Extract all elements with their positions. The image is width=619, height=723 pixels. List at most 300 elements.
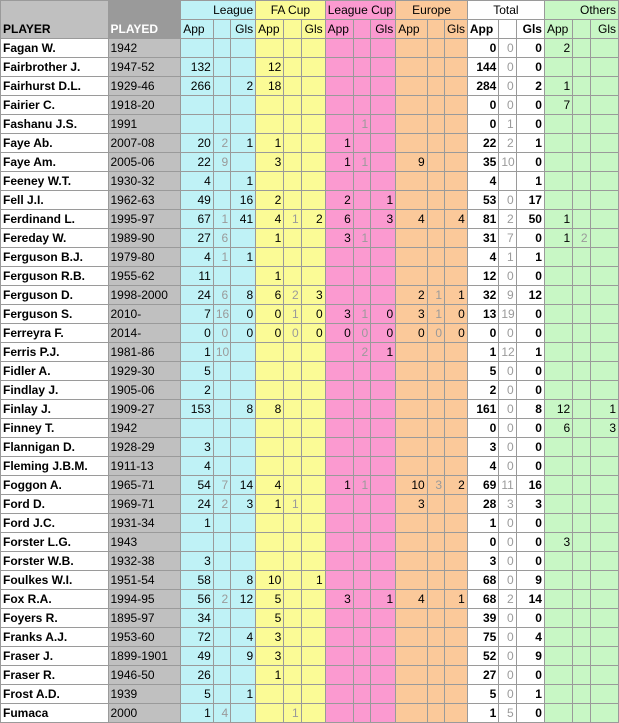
player-name: Fereday W. [1,229,109,248]
header-total-gls: Gls [516,20,544,39]
total-app-cell: 12 [467,267,498,286]
league-cup-sub-cell [353,609,370,628]
europe-gls-cell [445,39,468,58]
league-sub-cell [213,419,230,438]
fa-cup-sub-cell [284,39,301,58]
league-cup-app-cell [325,685,353,704]
league-cup-sub-cell [353,495,370,514]
others-sub-cell [573,96,590,115]
player-name: Fairbrother J. [1,58,109,77]
header-league-app: App [181,20,214,39]
fa-cup-sub-cell [284,552,301,571]
league-sub-cell [213,77,230,96]
europe-app-cell [396,134,427,153]
league-cup-gls-cell [371,666,396,685]
league-cup-sub-cell [353,248,370,267]
others-sub-cell [573,685,590,704]
others-gls-cell [590,609,618,628]
europe-app-cell [396,191,427,210]
fa-cup-app-cell [256,552,284,571]
others-sub-cell [573,134,590,153]
league-sub-cell: 2 [213,495,230,514]
league-cup-sub-cell: 1 [353,115,370,134]
others-gls-cell: 3 [590,419,618,438]
league-cup-sub-cell [353,590,370,609]
europe-app-cell [396,457,427,476]
total-sub-cell: 0 [499,609,516,628]
others-sub-cell [573,609,590,628]
total-gls-cell: 17 [516,191,544,210]
europe-app-cell [396,571,427,590]
europe-sub-cell [427,267,444,286]
europe-app-cell [396,248,427,267]
played-years: 2000 [108,704,181,723]
europe-gls-cell [445,134,468,153]
fa-cup-gls-cell [301,115,325,134]
league-gls-cell [231,267,256,286]
league-cup-gls-cell [371,457,396,476]
league-gls-cell: 2 [231,77,256,96]
others-app-cell [544,628,572,647]
others-app-cell [544,362,572,381]
league-sub-cell: 10 [213,343,230,362]
league-sub-cell [213,115,230,134]
league-cup-app-cell [325,343,353,362]
player-name: Feeney W.T. [1,172,109,191]
league-sub-cell [213,172,230,191]
others-app-cell [544,457,572,476]
league-sub-cell [213,400,230,419]
league-app-cell: 56 [181,590,214,609]
total-app-cell: 68 [467,590,498,609]
league-app-cell [181,39,214,58]
league-sub-cell [213,362,230,381]
table-row [1,172,619,191]
league-cup-gls-cell [371,514,396,533]
others-app-cell [544,438,572,457]
fa-cup-sub-cell [284,457,301,476]
fa-cup-app-cell [256,419,284,438]
others-sub-cell [573,267,590,286]
total-gls-cell: 0 [516,514,544,533]
fa-cup-gls-cell [301,419,325,438]
europe-sub-cell [427,39,444,58]
europe-app-cell: 0 [396,324,427,343]
table-row [1,438,619,457]
stats-body [1,39,619,723]
europe-sub-cell [427,229,444,248]
europe-sub-cell [427,666,444,685]
others-app-cell: 2 [544,39,572,58]
table-row [1,476,619,495]
fa-cup-gls-cell [301,514,325,533]
others-gls-cell [590,628,618,647]
played-years: 1943 [108,533,181,552]
europe-gls-cell [445,419,468,438]
league-cup-app-cell [325,58,353,77]
europe-gls-cell [445,172,468,191]
total-app-cell: 75 [467,628,498,647]
played-years: 1994-95 [108,590,181,609]
fa-cup-gls-cell [301,457,325,476]
fa-cup-app-cell: 10 [256,571,284,590]
fa-cup-app-cell [256,533,284,552]
player-name: Fumaca [1,704,109,723]
fa-cup-sub-cell: 1 [284,305,301,324]
total-sub-cell: 0 [499,58,516,77]
league-cup-gls-cell [371,115,396,134]
league-cup-app-cell [325,362,353,381]
league-cup-sub-cell [353,96,370,115]
league-app-cell: 58 [181,571,214,590]
europe-app-cell: 9 [396,153,427,172]
fa-cup-gls-cell [301,362,325,381]
europe-app-cell: 3 [396,495,427,514]
table-row [1,495,619,514]
europe-app-cell [396,704,427,723]
fa-cup-app-cell [256,685,284,704]
europe-sub-cell [427,248,444,267]
europe-sub-cell [427,533,444,552]
table-row [1,590,619,609]
others-sub-cell [573,305,590,324]
league-cup-app-cell [325,438,353,457]
league-sub-cell [213,514,230,533]
player-name: Ferguson R.B. [1,267,109,286]
europe-app-cell [396,96,427,115]
table-row [1,647,619,666]
others-app-cell [544,381,572,400]
others-gls-cell [590,191,618,210]
total-sub-cell: 0 [499,666,516,685]
played-years: 1930-32 [108,172,181,191]
league-app-cell: 266 [181,77,214,96]
league-cup-gls-cell [371,286,396,305]
fa-cup-gls-cell [301,381,325,400]
played-years: 1951-54 [108,571,181,590]
others-app-cell [544,514,572,533]
fa-cup-app-cell [256,362,284,381]
fa-cup-sub-cell [284,134,301,153]
league-cup-gls-cell [371,172,396,191]
league-app-cell: 1 [181,704,214,723]
header-total: Total [467,1,544,20]
fa-cup-sub-cell [284,381,301,400]
league-sub-cell [213,381,230,400]
europe-sub-cell [427,609,444,628]
table-row [1,248,619,267]
fa-cup-app-cell: 1 [256,134,284,153]
europe-app-cell [396,172,427,191]
league-cup-gls-cell: 0 [371,305,396,324]
played-years: 2010- [108,305,181,324]
header-league: League [181,1,256,20]
total-app-cell: 81 [467,210,498,229]
fa-cup-gls-cell [301,267,325,286]
league-sub-cell: 4 [213,704,230,723]
league-app-cell: 132 [181,58,214,77]
europe-app-cell [396,362,427,381]
header-eu-sub [427,20,444,39]
total-gls-cell: 0 [516,324,544,343]
europe-sub-cell [427,381,444,400]
others-app-cell: 1 [544,210,572,229]
header-eu-gls: Gls [445,20,468,39]
others-gls-cell: 1 [590,400,618,419]
others-sub-cell [573,115,590,134]
league-app-cell: 11 [181,267,214,286]
fa-cup-app-cell [256,248,284,267]
header-player: PLAYER [1,1,109,39]
league-cup-app-cell [325,571,353,590]
league-cup-gls-cell [371,647,396,666]
league-cup-app-cell [325,286,353,305]
fa-cup-app-cell: 2 [256,191,284,210]
league-cup-sub-cell: 2 [353,343,370,362]
europe-app-cell [396,666,427,685]
fa-cup-app-cell: 4 [256,210,284,229]
fa-cup-gls-cell: 0 [301,305,325,324]
total-sub-cell: 0 [499,647,516,666]
total-app-cell: 5 [467,362,498,381]
league-cup-sub-cell: 1 [353,305,370,324]
others-gls-cell [590,286,618,305]
league-gls-cell: 9 [231,647,256,666]
others-gls-cell [590,153,618,172]
league-cup-gls-cell [371,476,396,495]
league-cup-gls-cell [371,419,396,438]
league-cup-app-cell: 6 [325,210,353,229]
others-app-cell: 7 [544,96,572,115]
total-gls-cell: 1 [516,172,544,191]
played-years: 1969-71 [108,495,181,514]
played-years: 1942 [108,419,181,438]
played-years: 1947-52 [108,58,181,77]
played-years: 2014- [108,324,181,343]
league-app-cell: 34 [181,609,214,628]
league-cup-sub-cell [353,666,370,685]
total-sub-cell: 1 [499,248,516,267]
fa-cup-sub-cell [284,514,301,533]
others-app-cell [544,647,572,666]
league-sub-cell: 1 [213,248,230,267]
fa-cup-app-cell: 1 [256,495,284,514]
europe-sub-cell: 1 [427,286,444,305]
fa-cup-gls-cell [301,647,325,666]
fa-cup-sub-cell [284,590,301,609]
fa-cup-sub-cell [284,628,301,647]
fa-cup-sub-cell [284,419,301,438]
fa-cup-sub-cell [284,153,301,172]
player-name: Ford J.C. [1,514,109,533]
total-app-cell: 27 [467,666,498,685]
league-cup-app-cell [325,400,353,419]
others-app-cell [544,476,572,495]
europe-gls-cell [445,191,468,210]
others-app-cell [544,552,572,571]
header-row-groups [1,1,619,20]
total-gls-cell: 2 [516,77,544,96]
others-gls-cell [590,134,618,153]
total-gls-cell: 50 [516,210,544,229]
europe-sub-cell [427,457,444,476]
table-row [1,514,619,533]
fa-cup-gls-cell [301,191,325,210]
europe-sub-cell [427,58,444,77]
total-sub-cell: 0 [499,533,516,552]
europe-gls-cell: 1 [445,590,468,609]
league-cup-app-cell [325,39,353,58]
league-app-cell: 1 [181,514,214,533]
total-gls-cell: 0 [516,552,544,571]
table-row [1,628,619,647]
league-cup-sub-cell [353,628,370,647]
total-app-cell: 52 [467,647,498,666]
header-fa-cup: FA Cup [256,1,325,20]
others-gls-cell [590,685,618,704]
fa-cup-sub-cell [284,533,301,552]
player-name: Ferris P.J. [1,343,109,362]
header-lc-sub [353,20,370,39]
others-app-cell [544,571,572,590]
player-name: Foggon A. [1,476,109,495]
league-sub-cell [213,685,230,704]
fa-cup-sub-cell: 1 [284,495,301,514]
total-gls-cell: 0 [516,457,544,476]
fa-cup-app-cell [256,704,284,723]
played-years: 2005-06 [108,153,181,172]
table-row [1,685,619,704]
fa-cup-gls-cell: 3 [301,286,325,305]
league-cup-gls-cell: 0 [371,324,396,343]
player-name: Forster W.B. [1,552,109,571]
total-gls-cell: 0 [516,96,544,115]
total-sub-cell: 0 [499,419,516,438]
fa-cup-app-cell [256,115,284,134]
fa-cup-app-cell: 0 [256,324,284,343]
fa-cup-sub-cell [284,267,301,286]
europe-sub-cell [427,77,444,96]
header-europe: Europe [396,1,468,20]
player-name: Ferguson S. [1,305,109,324]
total-sub-cell: 11 [499,476,516,495]
europe-sub-cell [427,191,444,210]
europe-sub-cell [427,115,444,134]
total-gls-cell: 1 [516,343,544,362]
league-sub-cell: 7 [213,476,230,495]
others-app-cell [544,324,572,343]
header-played: PLAYED [108,1,181,39]
played-years: 1998-2000 [108,286,181,305]
fa-cup-gls-cell [301,628,325,647]
total-gls-cell: 8 [516,400,544,419]
league-sub-cell: 9 [213,153,230,172]
others-app-cell [544,343,572,362]
league-app-cell: 24 [181,495,214,514]
total-gls-cell: 0 [516,153,544,172]
league-app-cell: 5 [181,362,214,381]
table-row [1,191,619,210]
total-sub-cell: 0 [499,362,516,381]
league-cup-app-cell [325,115,353,134]
league-cup-gls-cell [371,628,396,647]
fa-cup-app-cell [256,39,284,58]
europe-gls-cell [445,666,468,685]
others-gls-cell [590,457,618,476]
others-gls-cell [590,343,618,362]
league-cup-gls-cell [371,362,396,381]
fa-cup-gls-cell [301,685,325,704]
league-sub-cell: 2 [213,134,230,153]
europe-gls-cell [445,552,468,571]
europe-gls-cell [445,704,468,723]
fa-cup-sub-cell [284,77,301,96]
fa-cup-gls-cell: 2 [301,210,325,229]
others-gls-cell [590,210,618,229]
total-sub-cell: 0 [499,400,516,419]
league-app-cell: 22 [181,153,214,172]
league-cup-sub-cell [353,172,370,191]
played-years: 1962-63 [108,191,181,210]
others-app-cell: 1 [544,77,572,96]
fa-cup-app-cell [256,457,284,476]
fa-cup-gls-cell [301,476,325,495]
europe-app-cell [396,552,427,571]
others-sub-cell [573,58,590,77]
total-app-cell: 2 [467,381,498,400]
europe-gls-cell [445,647,468,666]
fa-cup-sub-cell: 0 [284,324,301,343]
others-sub-cell [573,210,590,229]
league-gls-cell [231,438,256,457]
total-sub-cell: 1 [499,115,516,134]
others-app-cell [544,704,572,723]
total-gls-cell: 0 [516,362,544,381]
europe-gls-cell [445,115,468,134]
europe-gls-cell: 2 [445,476,468,495]
europe-app-cell [396,267,427,286]
europe-sub-cell [427,552,444,571]
europe-app-cell [396,647,427,666]
others-sub-cell [573,324,590,343]
europe-gls-cell [445,685,468,704]
league-cup-app-cell [325,267,353,286]
league-cup-gls-cell [371,495,396,514]
others-gls-cell [590,590,618,609]
league-sub-cell [213,438,230,457]
league-app-cell: 20 [181,134,214,153]
league-cup-app-cell [325,609,353,628]
total-app-cell: 0 [467,419,498,438]
europe-sub-cell [427,685,444,704]
europe-sub-cell [427,400,444,419]
table-row [1,39,619,58]
played-years: 1911-13 [108,457,181,476]
league-cup-sub-cell [353,419,370,438]
europe-gls-cell [445,58,468,77]
league-sub-cell [213,533,230,552]
played-years: 1899-1901 [108,647,181,666]
header-fa-app: App [256,20,284,39]
total-gls-cell: 0 [516,419,544,438]
fa-cup-gls-cell: 1 [301,571,325,590]
league-cup-app-cell [325,704,353,723]
league-cup-sub-cell [353,400,370,419]
europe-sub-cell [427,495,444,514]
player-name: Ferguson D. [1,286,109,305]
header-others-sub [573,20,590,39]
total-app-cell: 1 [467,514,498,533]
